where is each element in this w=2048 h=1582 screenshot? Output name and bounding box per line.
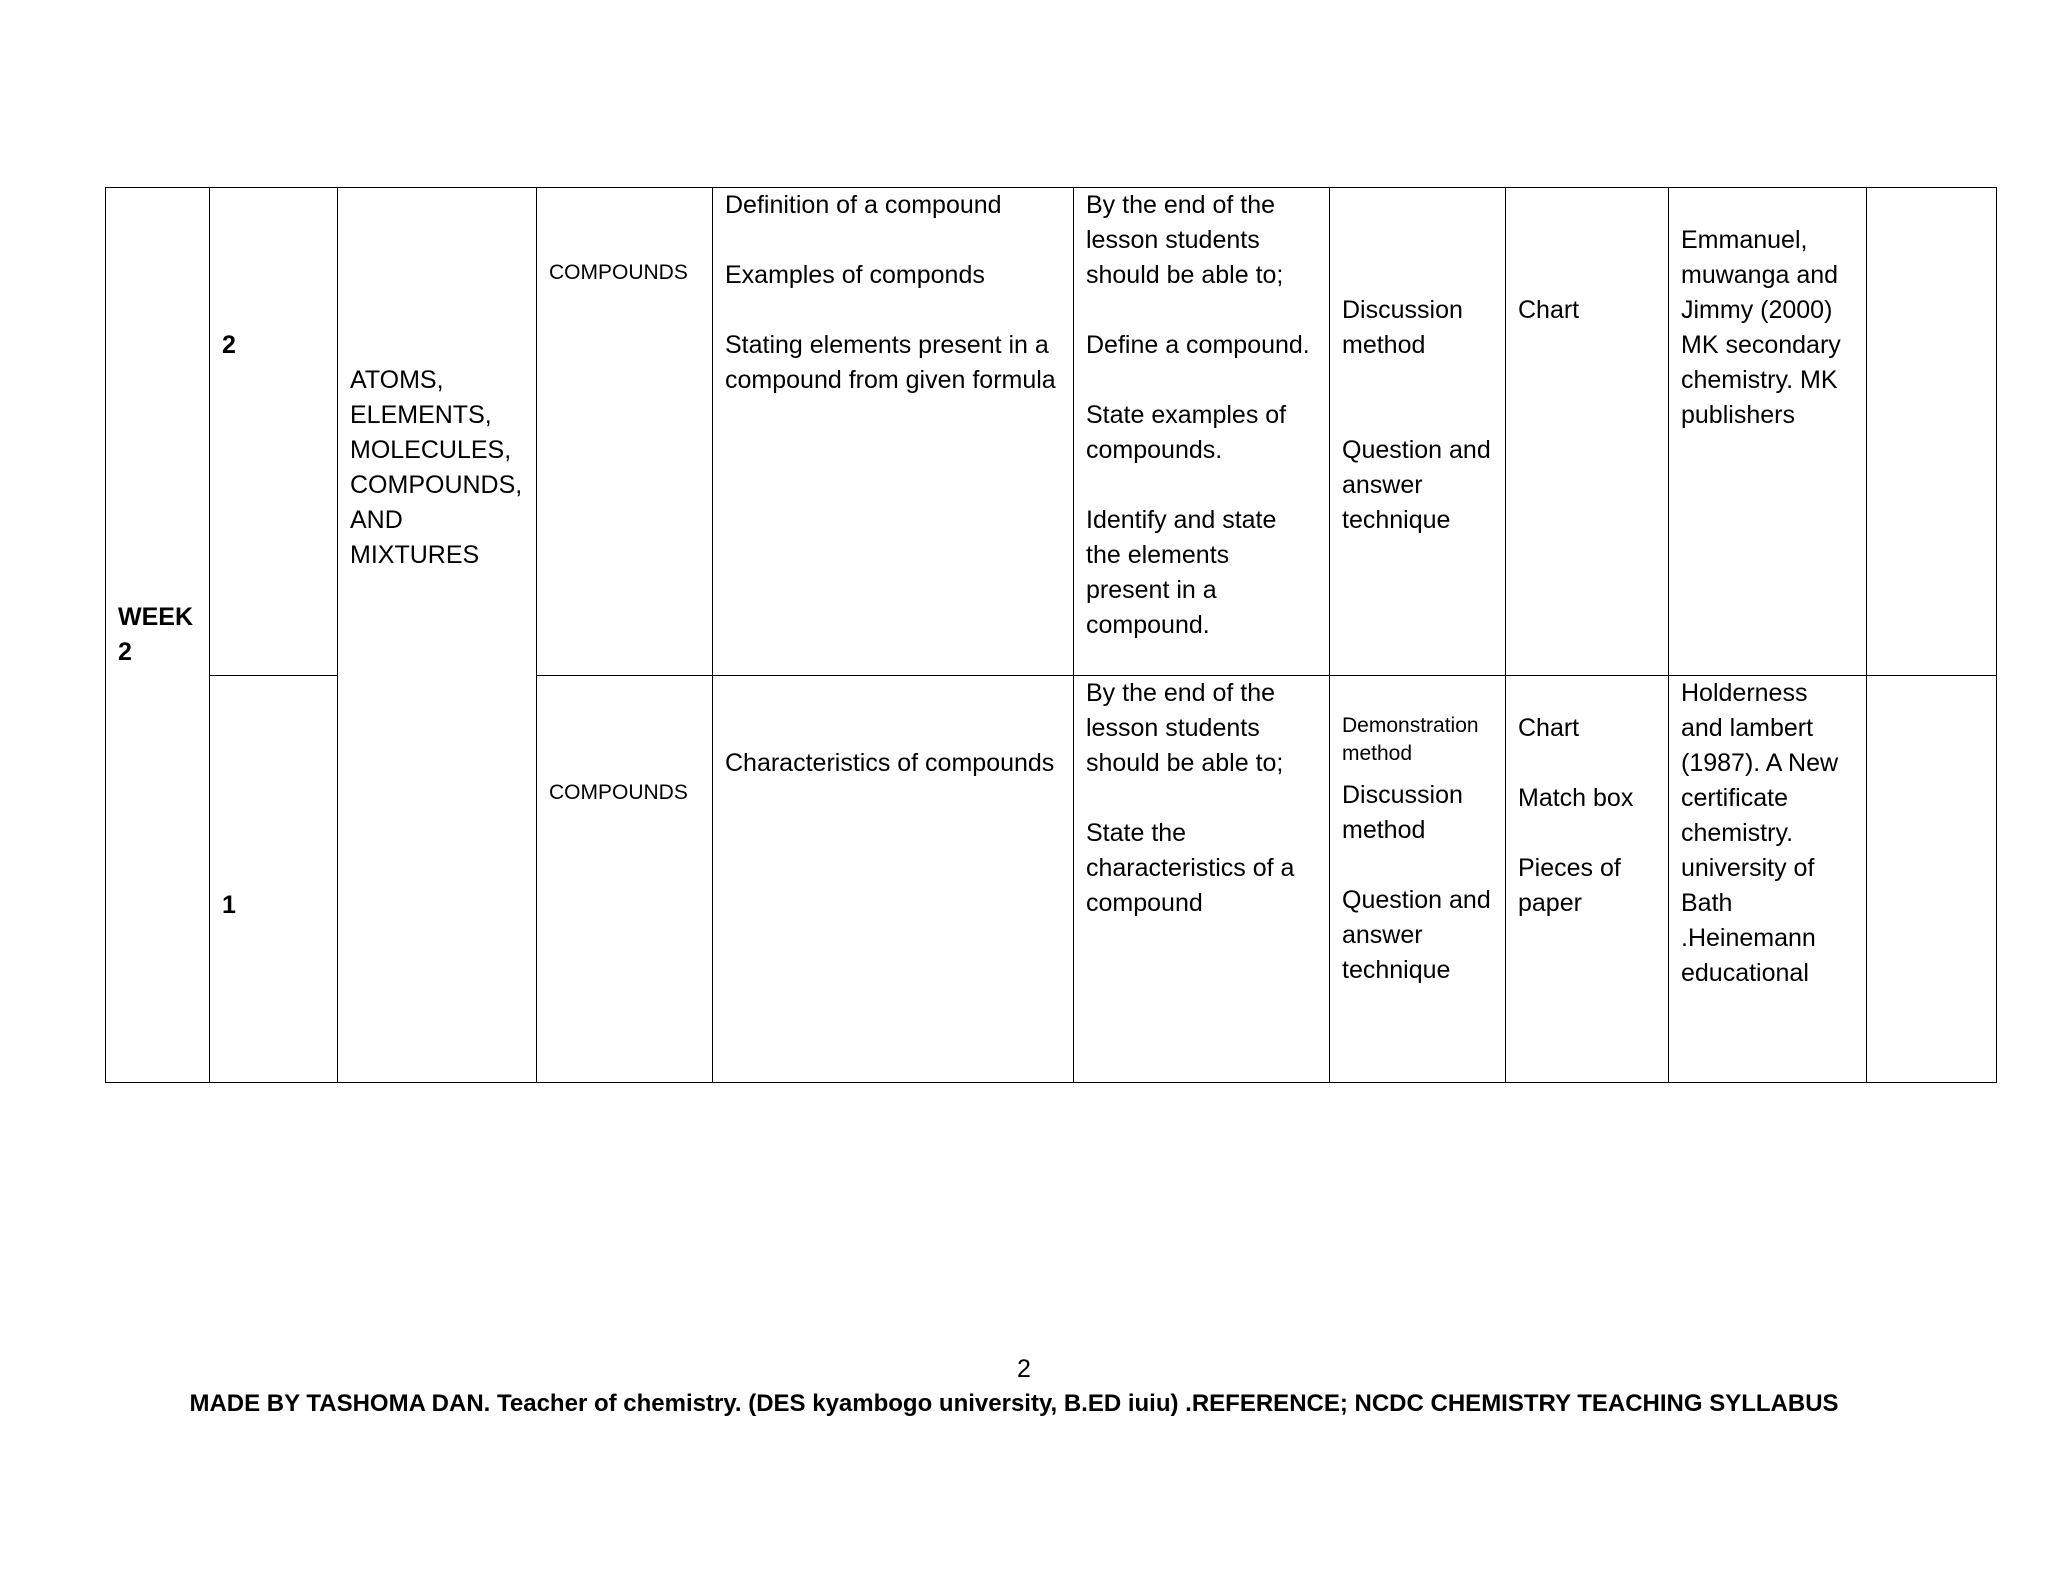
- period-number: 1: [222, 891, 236, 919]
- method-item: Question and answer technique: [1342, 436, 1491, 534]
- week-label: WEEK 2: [118, 603, 193, 666]
- content-cell: [713, 188, 1074, 676]
- period-cell: [210, 188, 338, 676]
- topic-line: AND: [350, 506, 403, 534]
- aids-cell: [1506, 188, 1669, 676]
- topic-cell: [338, 188, 537, 1083]
- subtopic-label: COMPOUNDS: [549, 261, 688, 284]
- topic-line: ATOMS,: [350, 366, 444, 394]
- aid-item: Chart: [1518, 296, 1580, 324]
- aid-item: Match box: [1518, 784, 1634, 812]
- method-item: Discussion method: [1342, 781, 1463, 844]
- content-item: Stating elements present in a compound from given formula: [725, 331, 1056, 394]
- content-item: Characteristics of compounds: [725, 749, 1055, 777]
- method-item: Discussion method: [1342, 296, 1463, 359]
- reference-text: Holderness and lambert (1987). A New certificate chemistry. university of Bath .Heinemann educational: [1681, 679, 1839, 987]
- week-cell: [106, 188, 210, 1083]
- content-item: Examples of componds: [725, 261, 985, 289]
- period-cell: [210, 676, 338, 1083]
- subtopic-cell: [537, 188, 713, 676]
- topic-line: ELEMENTS,: [350, 401, 492, 429]
- remarks-cell: [1867, 676, 1997, 1083]
- objective-item: Define a compound.: [1086, 331, 1310, 359]
- remarks-cell: [1867, 188, 1997, 676]
- references-cell: [1669, 188, 1867, 676]
- methods-cell: [1330, 188, 1506, 676]
- content-cell: [713, 676, 1074, 1083]
- topic-line: COMPOUNDS,: [350, 471, 523, 499]
- aid-item: Chart: [1518, 714, 1580, 742]
- period-number: 2: [222, 331, 236, 359]
- topic-line: MIXTURES: [350, 541, 480, 569]
- topic-line: MOLECULES,: [350, 436, 512, 464]
- objectives-cell: [1074, 188, 1330, 676]
- page-number: 2: [1017, 1355, 1031, 1383]
- subtopic-cell: [537, 676, 713, 1083]
- objective-item: State examples of compounds.: [1086, 401, 1287, 464]
- methods-cell: [1330, 676, 1506, 1083]
- subtopic-label: COMPOUNDS: [549, 781, 688, 804]
- objectives-cell: [1074, 676, 1330, 1083]
- method-item: Question and answer technique: [1342, 886, 1491, 984]
- aid-item: Pieces of paper: [1518, 854, 1621, 917]
- objective-item: State the characteristics of a compound: [1086, 819, 1295, 917]
- objective-item: By the end of the lesson students should be able to;: [1086, 679, 1284, 777]
- footer-credit: MADE BY TASHOMA DAN. Teacher of chemistry. (DES kyambogo university, B.ED iuiu) .REFERENCE; NCDC CHEMISTRY TEACHING SYLLABUS: [189, 1390, 1839, 1417]
- objective-item: By the end of the lesson students should be able to;: [1086, 191, 1284, 289]
- method-item: Demonstration method: [1342, 714, 1479, 765]
- references-cell: [1669, 676, 1867, 1083]
- scheme-of-work-table: [105, 187, 1997, 1083]
- objective-item: Identify and state the elements present in a compound.: [1086, 506, 1277, 639]
- aids-cell: [1506, 676, 1669, 1083]
- table-row: [106, 188, 1997, 676]
- reference-text: Emmanuel, muwanga and Jimmy (2000) MK secondary chemistry. MK publishers: [1681, 226, 1841, 429]
- content-item: Definition of a compound: [725, 191, 1002, 219]
